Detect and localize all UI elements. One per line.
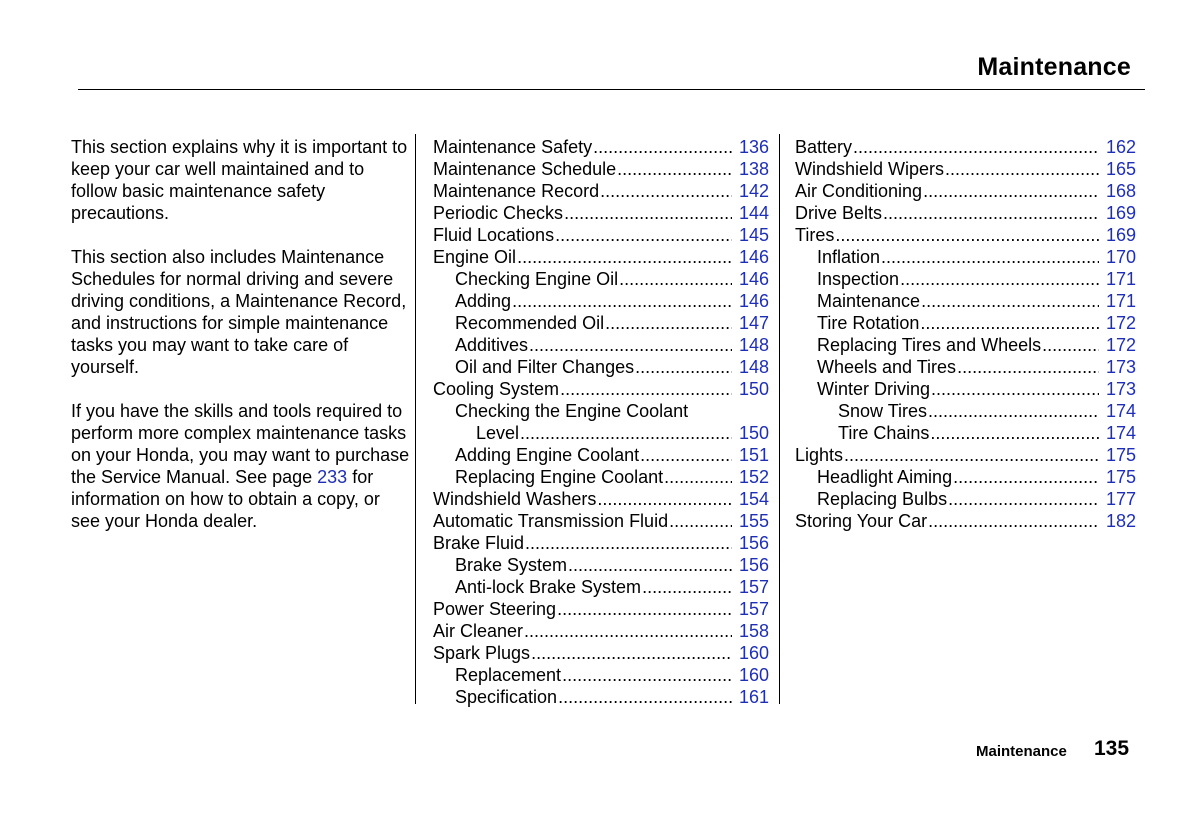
toc-leader-dots: [948, 488, 1099, 510]
toc-entry[interactable]: [795, 290, 1136, 312]
toc-entry[interactable]: [433, 532, 769, 554]
toc-entry-page-link[interactable]: 142: [738, 181, 769, 201]
toc-entry-label: Level: [476, 423, 520, 443]
toc-entry[interactable]: [433, 136, 769, 158]
toc-leader-dots: [525, 532, 732, 554]
toc-leader-dots: [664, 466, 732, 488]
toc-entry-label: Engine Oil: [433, 247, 517, 267]
toc-entry-page-link[interactable]: 148: [738, 357, 769, 377]
toc-entry-page-link[interactable]: 144: [738, 203, 769, 223]
toc-entry-page-link[interactable]: 150: [738, 423, 769, 443]
toc-entry-label: Oil and Filter Changes: [455, 357, 635, 377]
toc-entry[interactable]: [433, 422, 769, 444]
intro-text: [71, 136, 411, 554]
toc-entry-page-link[interactable]: 160: [738, 643, 769, 663]
toc-entry-page-link[interactable]: 171: [1105, 291, 1136, 311]
toc-entry-label: Automatic Transmission Fluid: [433, 511, 669, 531]
toc-leader-dots: [558, 686, 732, 708]
toc-entry[interactable]: [795, 378, 1136, 400]
page-title: Maintenance: [977, 53, 1131, 81]
toc-leader-dots: [844, 444, 1099, 466]
toc-entry-label: Inflation: [817, 247, 881, 267]
toc-leader-dots: [640, 444, 732, 466]
toc-entry-page-link[interactable]: 152: [738, 467, 769, 487]
toc-leader-dots: [635, 356, 732, 378]
toc-leader-dots: [520, 422, 732, 444]
toc-entry-label: Specification: [455, 687, 558, 707]
intro-paragraph-3-text: If you have the skills and tools required to perform more complex maintenance tasks on your Honda, you may want to purchase the Service Manual. See page: [71, 401, 410, 487]
toc-leader-dots: [619, 268, 732, 290]
toc-entry-label: Brake Fluid: [433, 533, 525, 553]
toc-entry-page-link[interactable]: 169: [1105, 225, 1136, 245]
toc-entry[interactable]: [795, 180, 1136, 202]
toc-entry[interactable]: [433, 246, 769, 268]
toc-leader-dots: [642, 576, 732, 598]
toc-entry-page-link[interactable]: 154: [738, 489, 769, 509]
toc-entry-label: Checking Engine Oil: [455, 269, 619, 289]
toc-entry[interactable]: [433, 224, 769, 246]
toc-entry[interactable]: [795, 444, 1136, 466]
toc-entry[interactable]: [795, 224, 1136, 246]
toc-leader-dots: [597, 488, 732, 510]
toc-entry-label: Windshield Wipers: [795, 159, 945, 179]
toc-entry[interactable]: [433, 664, 769, 686]
intro-paragraph-3: [71, 400, 411, 532]
toc-entry-label: Replacing Tires and Wheels: [817, 335, 1042, 355]
toc-entry-page-link[interactable]: 146: [738, 247, 769, 267]
toc-leader-dots: [957, 356, 1099, 378]
toc-entry-page-link[interactable]: 182: [1105, 511, 1136, 531]
toc-leader-dots: [529, 334, 732, 356]
toc-leader-dots: [931, 378, 1099, 400]
toc-entry-label: Power Steering: [433, 599, 557, 619]
toc-entry[interactable]: [433, 686, 769, 708]
toc-leader-dots: [921, 290, 1099, 312]
toc-entry-page-link[interactable]: 146: [738, 291, 769, 311]
toc-entry[interactable]: [433, 466, 769, 488]
toc-entry-page-link[interactable]: 175: [1105, 467, 1136, 487]
toc-leader-dots: [669, 510, 732, 532]
toc-entry-page-link[interactable]: 169: [1105, 203, 1136, 223]
toc-entry-page-link[interactable]: 150: [738, 379, 769, 399]
toc-entry-page-link[interactable]: 156: [738, 555, 769, 575]
toc-entry-label: Inspection: [817, 269, 900, 289]
toc-leader-dots: [953, 466, 1099, 488]
toc-entry-page-link[interactable]: 177: [1105, 489, 1136, 509]
toc-entry-label: Wheels and Tires: [817, 357, 957, 377]
toc-column-2: [795, 136, 1136, 532]
toc-leader-dots: [524, 620, 732, 642]
toc-leader-dots: [835, 224, 1099, 246]
toc-entry[interactable]: [795, 510, 1136, 532]
toc-entry-page-link[interactable]: 157: [738, 599, 769, 619]
toc-entry-label: Checking the Engine Coolant: [455, 401, 689, 421]
toc-entry[interactable]: [795, 268, 1136, 290]
toc-entry[interactable]: [795, 158, 1136, 180]
toc-entry-label: Spark Plugs: [433, 643, 531, 663]
toc-leader-dots: [853, 136, 1099, 158]
toc-entry-page-link[interactable]: 171: [1105, 269, 1136, 289]
toc-entry-label: Snow Tires: [838, 401, 928, 421]
toc-entry[interactable]: [433, 598, 769, 620]
toc-entry-page-link[interactable]: 151: [738, 445, 769, 465]
toc-leader-dots: [564, 202, 732, 224]
toc-leader-dots: [928, 400, 1099, 422]
toc-entry[interactable]: [433, 378, 769, 400]
toc-entry-page-link[interactable]: 157: [738, 577, 769, 597]
toc-entry[interactable]: [795, 202, 1136, 224]
toc-entry[interactable]: [795, 136, 1136, 158]
toc-leader-dots: [928, 510, 1099, 532]
toc-leader-dots: [512, 290, 732, 312]
toc-entry[interactable]: [433, 554, 769, 576]
toc-entry-label: Adding: [455, 291, 512, 311]
toc-entry[interactable]: [795, 312, 1136, 334]
toc-leader-dots: [560, 378, 732, 400]
toc-entry-label: Cooling System: [433, 379, 560, 399]
intro-paragraph-2: This section also includes Maintenance Schedules for normal driving and severe driving conditions, a Maintenance Record, and instructions for simple maintenance tasks you may want to take care of yourself.: [71, 247, 407, 377]
toc-entry-page-link[interactable]: 136: [738, 137, 769, 157]
toc-entry[interactable]: [433, 444, 769, 466]
toc-entry-page-link[interactable]: 161: [738, 687, 769, 707]
toc-leader-dots: [600, 180, 732, 202]
toc-entry-label: Additives: [455, 335, 529, 355]
toc-entry-page-link[interactable]: 147: [738, 313, 769, 333]
toc-leader-dots: [881, 246, 1099, 268]
toc-entry-page-link[interactable]: 158: [738, 621, 769, 641]
page-link-233[interactable]: 233: [317, 467, 348, 487]
toc-entry-page-link[interactable]: 162: [1105, 137, 1136, 157]
toc-entry[interactable]: [795, 246, 1136, 268]
intro-paragraph-3-text-end: for information on how to obtain a copy, or see your Honda dealer.: [71, 467, 380, 531]
toc-entry-label: Maintenance Safety: [433, 137, 593, 157]
toc-leader-dots: [1042, 334, 1099, 356]
column-divider-right: [779, 134, 780, 704]
toc-entry-label: Tires: [795, 225, 835, 245]
toc-entry-page-link[interactable]: 168: [1105, 181, 1136, 201]
toc-entry-label: Lights: [795, 445, 844, 465]
toc-entry-page-link[interactable]: 165: [1105, 159, 1136, 179]
toc-entry-page-link[interactable]: 173: [1105, 379, 1136, 399]
toc-leader-dots: [568, 554, 732, 576]
toc-entry-label: Winter Driving: [817, 379, 931, 399]
header-rule: [78, 89, 1145, 90]
toc-entry-label: Brake System: [455, 555, 568, 575]
toc-entry-label: Headlight Aiming: [817, 467, 953, 487]
toc-entry[interactable]: [433, 268, 769, 290]
toc-leader-dots: [593, 136, 732, 158]
toc-entry-page-link[interactable]: 172: [1105, 313, 1136, 333]
toc-leader-dots: [930, 422, 1099, 444]
toc-entry-page-link[interactable]: 155: [738, 511, 769, 531]
toc-entry-label: Adding Engine Coolant: [455, 445, 640, 465]
toc-entry-label: Maintenance Record: [433, 181, 600, 201]
toc-entry-label: Recommended Oil: [455, 313, 605, 333]
toc-leader-dots: [557, 598, 732, 620]
toc-entry[interactable]: [433, 334, 769, 356]
toc-leader-dots: [517, 246, 732, 268]
toc-leader-dots: [531, 642, 732, 664]
toc-entry-label: Storing Your Car: [795, 511, 928, 531]
toc-entry[interactable]: [795, 400, 1136, 422]
toc-entry[interactable]: [433, 576, 769, 598]
toc-entry-label: Replacing Bulbs: [817, 489, 948, 509]
toc-entry[interactable]: [433, 356, 769, 378]
toc-entry-label: Air Cleaner: [433, 621, 524, 641]
toc-entry-label: Replacing Engine Coolant: [455, 467, 664, 487]
toc-entry[interactable]: [433, 312, 769, 334]
toc-entry-label: Tire Rotation: [817, 313, 920, 333]
toc-entry-page-link[interactable]: 174: [1105, 423, 1136, 443]
toc-leader-dots: [883, 202, 1099, 224]
toc-entry-label: Battery: [795, 137, 853, 157]
toc-entry[interactable]: [433, 158, 769, 180]
toc-entry[interactable]: [433, 290, 769, 312]
toc-entry[interactable]: [433, 642, 769, 664]
toc-leader-dots: [617, 158, 732, 180]
toc-entry[interactable]: [433, 620, 769, 642]
toc-entry-label: Windshield Washers: [433, 489, 597, 509]
toc-entry-page-link[interactable]: 148: [738, 335, 769, 355]
toc-entry-page-link[interactable]: 145: [738, 225, 769, 245]
toc-entry[interactable]: [433, 488, 769, 510]
toc-entry-page-link[interactable]: 173: [1105, 357, 1136, 377]
toc-entry[interactable]: [433, 510, 769, 532]
toc-leader-dots: [555, 224, 732, 246]
toc-leader-dots: [605, 312, 732, 334]
toc-entry-label: Maintenance Schedule: [433, 159, 617, 179]
toc-leader-dots: [562, 664, 732, 686]
toc-entry-label: Anti-lock Brake System: [455, 577, 642, 597]
footer-page-number: 135: [1094, 737, 1130, 760]
toc-entry-label: Fluid Locations: [433, 225, 555, 245]
toc-column-1: [433, 136, 769, 708]
toc-entry[interactable]: [433, 180, 769, 202]
toc-entry-page-link[interactable]: 172: [1105, 335, 1136, 355]
toc-entry-label: Air Conditioning: [795, 181, 923, 201]
toc-entry[interactable]: [795, 356, 1136, 378]
toc-entry-label: Tire Chains: [838, 423, 930, 443]
footer-section-label: Maintenance: [976, 743, 1067, 760]
toc-leader-dots: [923, 180, 1099, 202]
toc-entry-page-link[interactable]: 156: [738, 533, 769, 553]
toc-entry-page-link[interactable]: 175: [1105, 445, 1136, 465]
toc-entry-page-link[interactable]: 160: [738, 665, 769, 685]
toc-entry-page-link[interactable]: 146: [738, 269, 769, 289]
toc-entry-label: Replacement: [455, 665, 562, 685]
toc-entry-label: Drive Belts: [795, 203, 883, 223]
column-divider-left: [415, 134, 416, 704]
intro-paragraph-1: This section explains why it is important to keep your car well maintained and to follow basic maintenance safety precautions.: [71, 137, 408, 223]
toc-entry[interactable]: [795, 466, 1136, 488]
toc-leader-dots: [920, 312, 1099, 334]
toc-entry[interactable]: [795, 422, 1136, 444]
toc-entry[interactable]: [433, 400, 769, 422]
toc-entry-page-link[interactable]: 138: [738, 159, 769, 179]
toc-entry-page-link[interactable]: 170: [1105, 247, 1136, 267]
toc-leader-dots: [900, 268, 1099, 290]
toc-entry[interactable]: [795, 334, 1136, 356]
toc-leader-dots: [945, 158, 1099, 180]
toc-entry-label: Periodic Checks: [433, 203, 564, 223]
toc-entry-page-link[interactable]: 174: [1105, 401, 1136, 421]
toc-entry[interactable]: [433, 202, 769, 224]
toc-entry-label: Maintenance: [817, 291, 921, 311]
toc-entry[interactable]: [795, 488, 1136, 510]
